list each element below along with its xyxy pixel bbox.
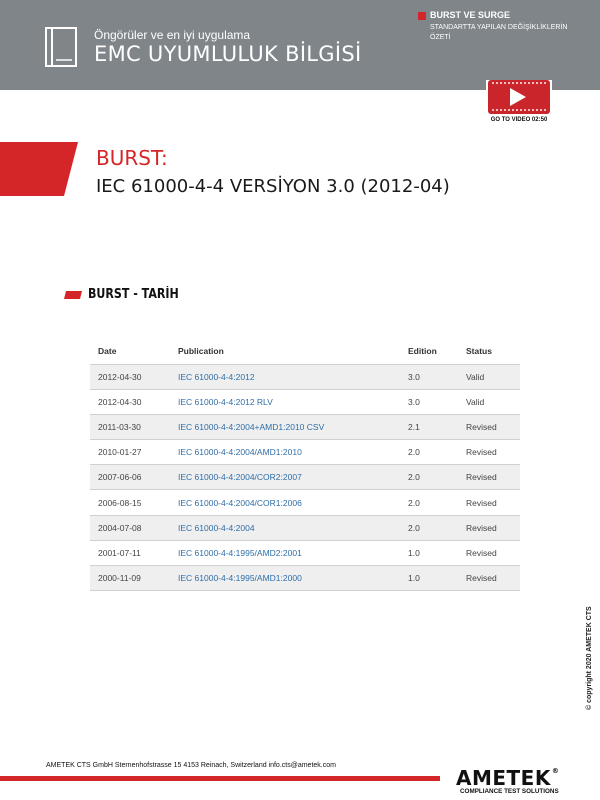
table-row <box>90 440 520 465</box>
cell-date: 2006-08-15 <box>90 490 170 515</box>
cell-publication-link[interactable]: IEC 61000-4-4:2004+AMD1:2010 CSV <box>170 414 400 439</box>
section-flag-icon <box>64 291 82 299</box>
cell-publication-link[interactable]: IEC 61000-4-4:1995/AMD2:2001 <box>170 540 400 565</box>
cell-status: Revised <box>458 540 520 565</box>
cell-edition: 3.0 <box>400 364 458 389</box>
red-flag-icon <box>418 12 426 20</box>
cell-status: Revised <box>458 414 520 439</box>
copyright-notice: © copyright 2020 AMETEK CTS <box>586 606 593 710</box>
cell-status: Valid <box>458 389 520 414</box>
logo-tagline: COMPLIANCE TEST SOLUTIONS <box>460 788 559 795</box>
play-video-icon[interactable] <box>510 88 526 106</box>
cell-edition: 1.0 <box>400 566 458 591</box>
registered-mark: ® <box>551 767 560 775</box>
page-title: IEC 61000-4-4 VERSİYON 3.0 (2012-04) <box>96 176 450 197</box>
cell-status: Revised <box>458 440 520 465</box>
cell-date: 2004-07-08 <box>90 515 170 540</box>
video-label[interactable]: GO TO VIDEO 02:50 <box>490 117 548 123</box>
header-title: EMC UYUMLULUK BİLGİSİ <box>94 42 362 66</box>
table-row <box>90 540 520 565</box>
column-header-publication: Publication <box>178 345 224 356</box>
cell-edition: 2.0 <box>400 515 458 540</box>
footer-address: AMETEK CTS GmbH Sternenhofstrasse 15 4153 Reinach, Switzerland info.cts@ametek.com <box>46 762 336 769</box>
topic-description: STANDARTTA YAPILAN DEĞİŞİKLİKLERİN ÖZETİ <box>430 24 568 41</box>
cell-publication-link[interactable]: IEC 61000-4-4:2012 RLV <box>170 389 400 414</box>
cell-date: 2000-11-09 <box>90 566 170 591</box>
cell-status: Revised <box>458 465 520 490</box>
cell-publication-link[interactable]: IEC 61000-4-4:2004 <box>170 515 400 540</box>
cell-status: Revised <box>458 515 520 540</box>
column-header-status: Status <box>466 345 492 356</box>
table-row <box>90 465 520 490</box>
cell-edition: 3.0 <box>400 389 458 414</box>
logo-text: AMETEK <box>456 766 551 790</box>
cell-edition: 1.0 <box>400 540 458 565</box>
film-strip-bottom <box>492 109 546 112</box>
header-subtitle: Öngörüler ve en iyi uygulama <box>94 28 251 42</box>
cell-edition: 2.0 <box>400 440 458 465</box>
header-band <box>0 0 600 90</box>
cell-date: 2012-04-30 <box>90 364 170 389</box>
cell-publication-link[interactable]: IEC 61000-4-4:2004/AMD1:2010 <box>170 440 400 465</box>
footer-accent-line <box>0 776 440 781</box>
table-row <box>90 389 520 414</box>
column-header-edition: Edition <box>408 345 437 356</box>
page-title-label: BURST: <box>96 146 168 170</box>
table-row <box>90 364 520 389</box>
cell-date: 2007-06-06 <box>90 465 170 490</box>
cell-edition: 2.0 <box>400 490 458 515</box>
topic-title: BURST VE SURGE <box>430 10 511 20</box>
table-row <box>90 515 520 540</box>
history-table <box>90 338 520 591</box>
cell-date: 2001-07-11 <box>90 540 170 565</box>
cell-edition: 2.1 <box>400 414 458 439</box>
ametek-logo <box>456 766 559 790</box>
cell-publication-link[interactable]: IEC 61000-4-4:2012 <box>170 364 400 389</box>
cell-publication-link[interactable]: IEC 61000-4-4:2004/COR2:2007 <box>170 465 400 490</box>
title-accent-bar <box>0 142 78 196</box>
column-header-date: Date <box>98 345 117 356</box>
cell-publication-link[interactable]: IEC 61000-4-4:2004/COR1:2006 <box>170 490 400 515</box>
section-title: BURST - TARİH <box>88 287 179 302</box>
cell-status: Valid <box>458 364 520 389</box>
film-strip-top <box>492 82 546 85</box>
cell-date: 2010-01-27 <box>90 440 170 465</box>
book-icon <box>44 26 78 68</box>
video-thumbnail[interactable] <box>488 80 550 114</box>
table-row <box>90 490 520 515</box>
table-row <box>90 566 520 591</box>
cell-status: Revised <box>458 566 520 591</box>
cell-date: 2011-03-30 <box>90 414 170 439</box>
cell-publication-link[interactable]: IEC 61000-4-4:1995/AMD1:2000 <box>170 566 400 591</box>
cell-edition: 2.0 <box>400 465 458 490</box>
table-row <box>90 414 520 439</box>
video-button[interactable] <box>486 80 552 128</box>
cell-status: Revised <box>458 490 520 515</box>
table-header-row <box>90 338 520 364</box>
cell-date: 2012-04-30 <box>90 389 170 414</box>
